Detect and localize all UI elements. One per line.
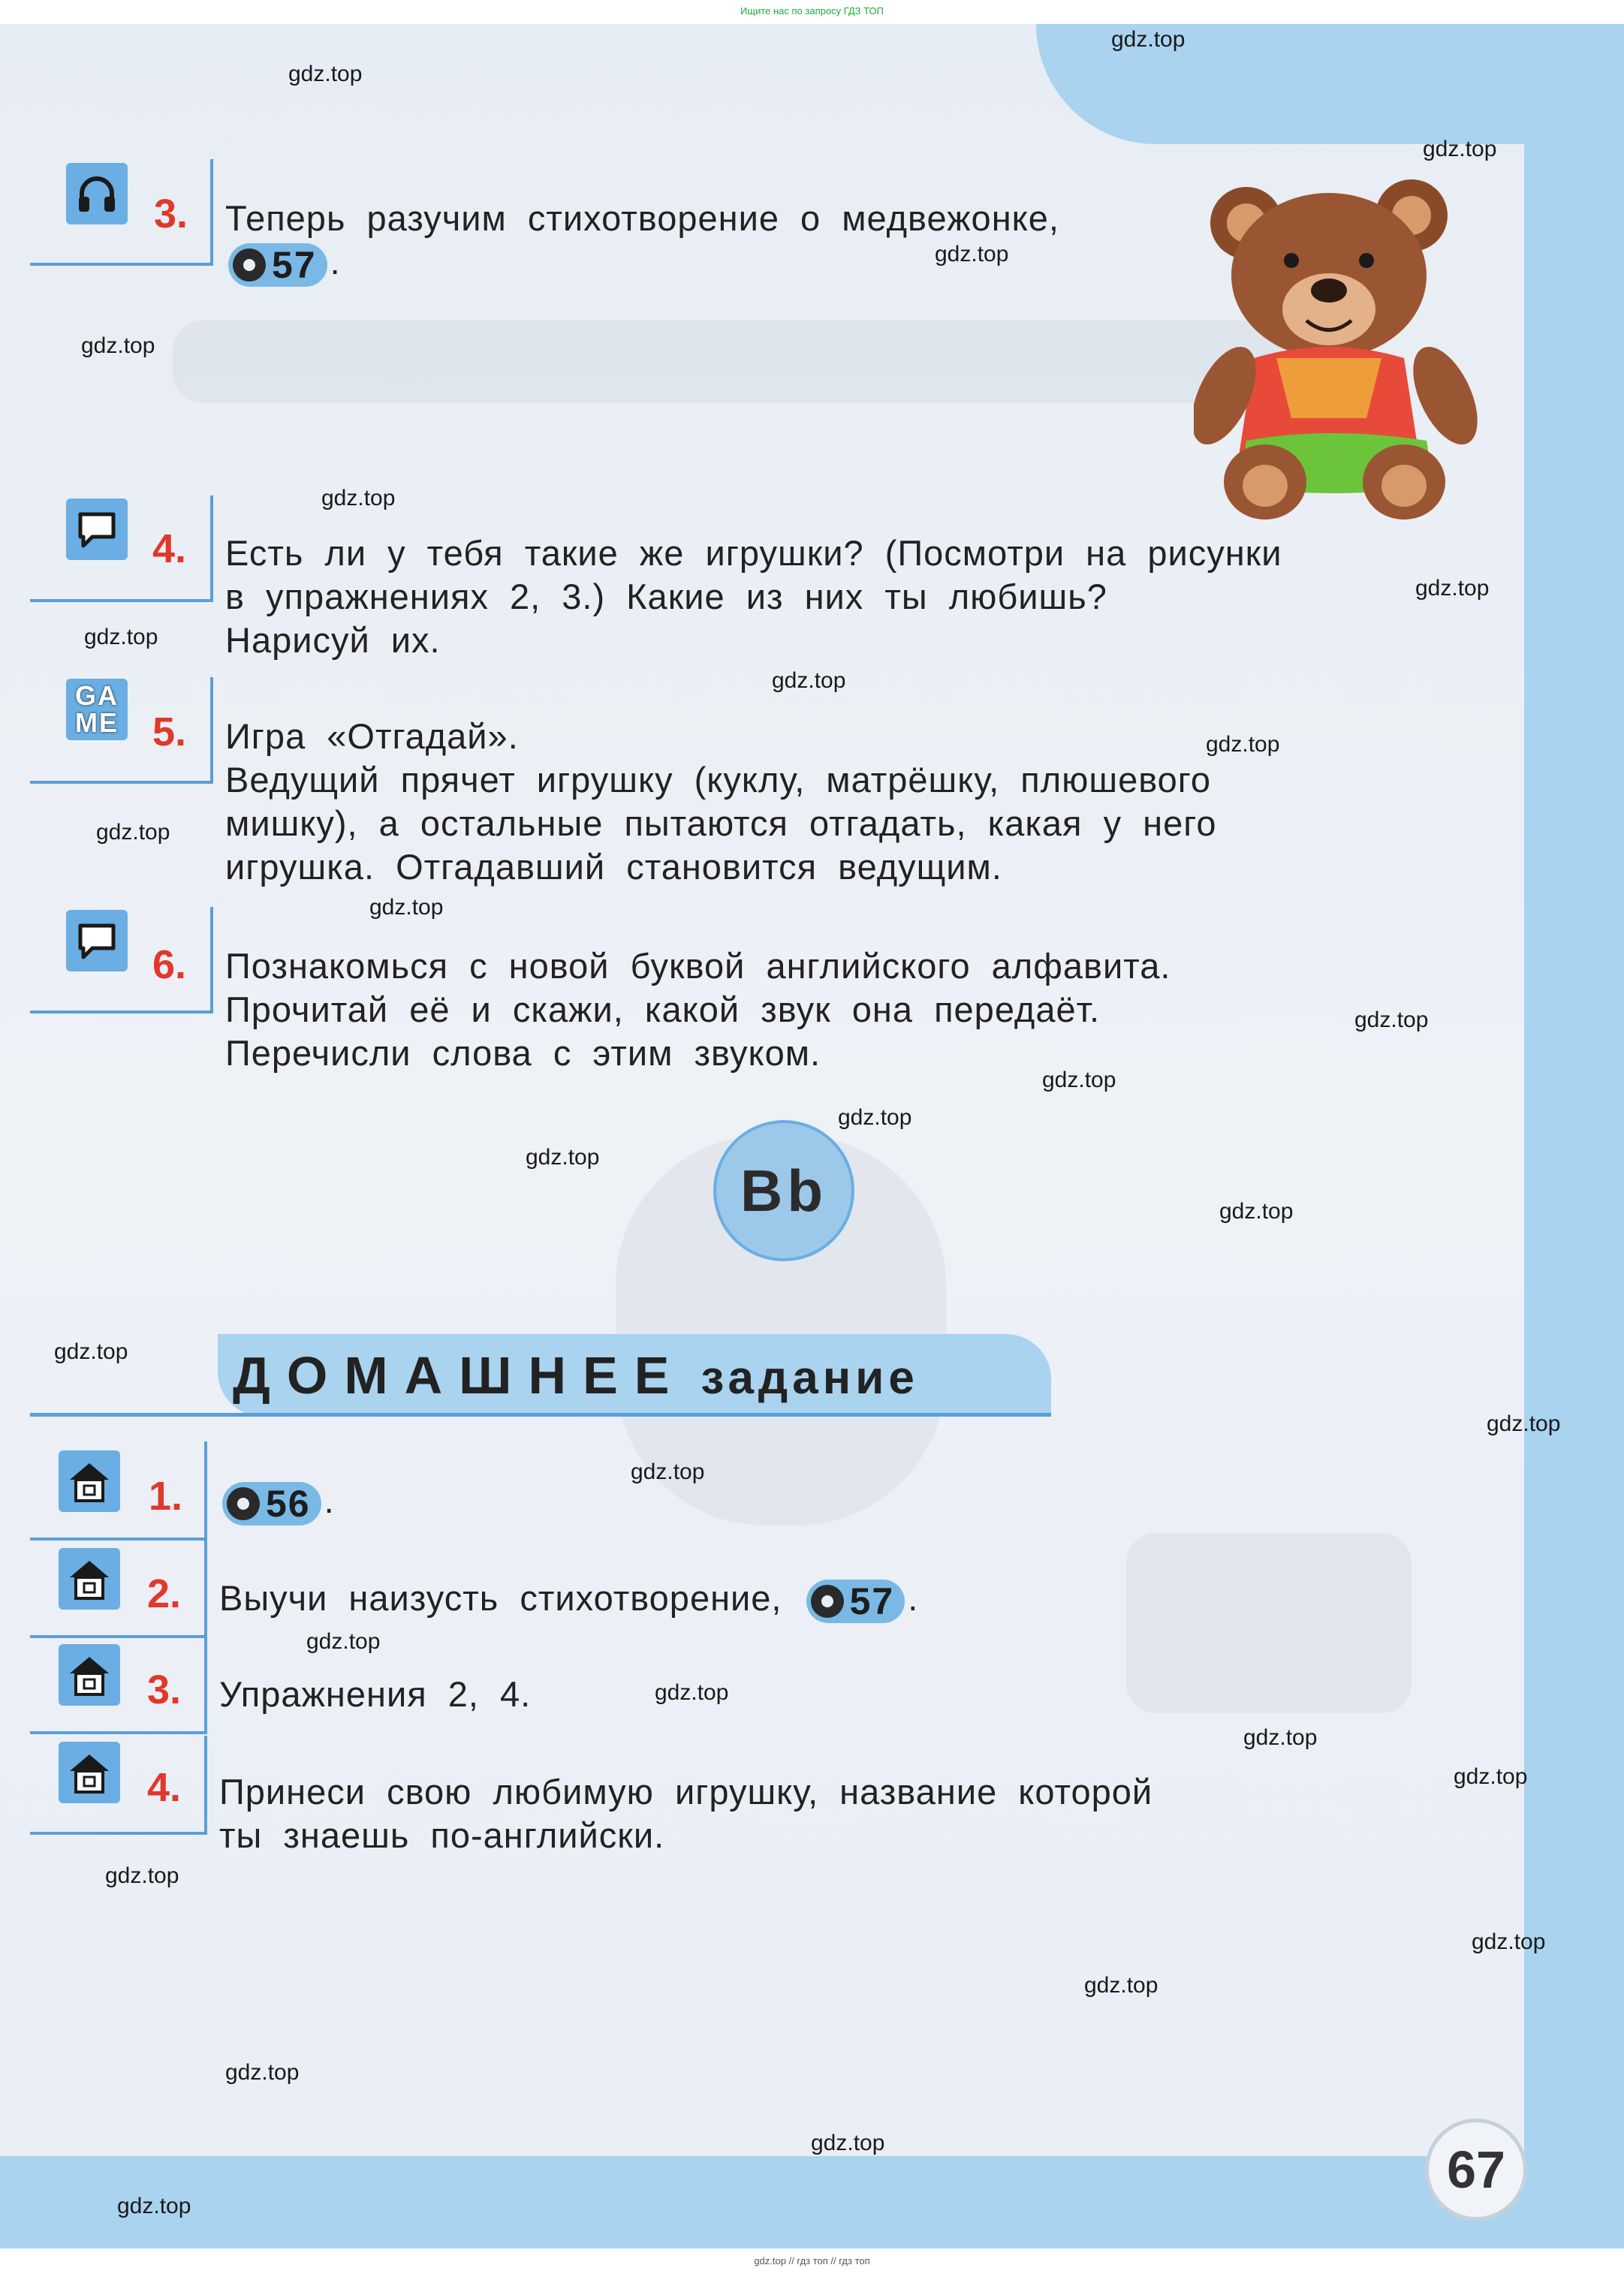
- homework-underline: [30, 1731, 207, 1734]
- exercise-4-text: [225, 532, 1502, 662]
- speech-bubble-icon: [66, 910, 128, 971]
- watermark: gdz.top: [96, 820, 170, 845]
- text-line: Познакомься с новой буквой английского алфавита.: [225, 946, 1171, 986]
- homework-banner-underline: [30, 1413, 1051, 1417]
- audio-track-badge: [806, 1580, 905, 1623]
- exercise-divider: [210, 677, 213, 782]
- homework-divider: [204, 1638, 207, 1733]
- exercise-6-text: [225, 944, 1502, 1075]
- text-line: Принеси свою любимую игрушку, название которой: [219, 1772, 1153, 1812]
- audio-track-badge: [228, 243, 327, 287]
- audio-track-number: 56: [266, 1482, 311, 1525]
- exercise-underline: [30, 781, 213, 784]
- house-icon: [59, 1742, 120, 1803]
- house-icon: [59, 1450, 120, 1512]
- homework-2-instruction: Выучи наизусть стихотворение,: [219, 1578, 782, 1618]
- house-icon: [59, 1548, 120, 1610]
- homework-underline: [30, 1832, 207, 1835]
- watermark: gdz.top: [81, 333, 155, 358]
- text-line: игрушка. Отгадавший становится ведущим.: [225, 847, 1002, 887]
- exercise-divider: [210, 495, 213, 601]
- exercise-underline: [30, 1010, 213, 1014]
- watermark: gdz.top: [288, 62, 363, 86]
- text-line: Есть ли у тебя такие же игрушки? (Посмотри на рисунки: [225, 533, 1282, 573]
- exercise-number: 5.: [152, 709, 187, 754]
- exercise-number: 6.: [152, 942, 187, 987]
- exercise-divider: [210, 159, 213, 264]
- watermark: gdz.top: [631, 1459, 705, 1484]
- cd-icon: [227, 1487, 260, 1520]
- homework-title-sub: задание: [701, 1352, 919, 1404]
- text-line: ты знаешь по-английски.: [219, 1815, 665, 1855]
- alphabet-letter-badge: Bb: [713, 1120, 854, 1261]
- text-line: Ведущий прячет игрушку (куклу, матрёшку, плюшевого: [225, 760, 1212, 800]
- watermark: gdz.top: [84, 625, 158, 649]
- exercise-3-text: [225, 197, 1201, 287]
- exercise-5-text: [225, 715, 1502, 889]
- homework-1-text: [219, 1479, 1345, 1526]
- homework-divider: [204, 1441, 207, 1539]
- watermark: gdz.top: [1084, 1973, 1158, 1998]
- watermark: gdz.top: [935, 242, 1009, 267]
- homework-1-end: .: [324, 1480, 335, 1520]
- watermark: gdz.top: [838, 1105, 912, 1130]
- homework-number: 1.: [149, 1474, 183, 1519]
- homework-underline: [30, 1538, 207, 1541]
- homework-2-end: .: [908, 1578, 919, 1618]
- exercise-underline: [30, 263, 213, 266]
- header-note: Ищите нас по запросу ГДЗ ТОП: [740, 5, 884, 17]
- exercise-number: 4.: [152, 526, 187, 571]
- watermark: gdz.top: [1423, 137, 1497, 161]
- watermark: gdz.top: [1415, 576, 1490, 601]
- exercise-3-end: .: [330, 242, 341, 282]
- homework-title: [233, 1345, 919, 1405]
- footer-note: gdz.top // гдз топ // гдз топ: [754, 2255, 870, 2266]
- exercise-underline: [30, 599, 213, 602]
- watermark: gdz.top: [1219, 1199, 1294, 1224]
- watermark: gdz.top: [811, 2131, 885, 2155]
- watermark: gdz.top: [306, 1629, 381, 1654]
- watermark: gdz.top: [655, 1680, 729, 1705]
- page-frame-bottom: [0, 2156, 1624, 2248]
- page-number: 67: [1425, 2119, 1527, 2221]
- homework-title-main: ДОМАШНЕЕ: [233, 1346, 686, 1405]
- watermark: gdz.top: [117, 2194, 191, 2218]
- homework-4-text: [219, 1770, 1496, 1857]
- homework-2-text: [219, 1577, 1421, 1623]
- watermark: gdz.top: [1354, 1007, 1429, 1032]
- audio-track-number: 57: [272, 243, 317, 286]
- watermark: gdz.top: [54, 1339, 128, 1364]
- homework-number: 4.: [147, 1765, 182, 1810]
- watermark: gdz.top: [1042, 1068, 1116, 1092]
- text-line: Игра «Отгадай».: [225, 716, 519, 756]
- speech-bubble-icon: [66, 498, 128, 560]
- watermark: gdz.top: [369, 895, 444, 920]
- game-icon-text-top: GA: [75, 680, 119, 711]
- watermark: gdz.top: [1206, 732, 1280, 757]
- text-line: в упражнениях 2, 3.) Какие из них ты любишь?: [225, 577, 1107, 616]
- audio-track-number: 57: [849, 1580, 895, 1622]
- exercise-number: 3.: [154, 191, 188, 236]
- watermark: gdz.top: [321, 486, 396, 511]
- watermark: gdz.top: [105, 1863, 179, 1888]
- homework-underline: [30, 1635, 207, 1638]
- homework-3-text: Упражнения 2, 4.: [219, 1674, 532, 1714]
- game-icon: [66, 679, 128, 740]
- text-line: Прочитай её и скажи, какой звук она передаёт.: [225, 989, 1100, 1029]
- audio-track-badge: [222, 1482, 321, 1526]
- teddy-bear-illustration: [1194, 170, 1479, 523]
- page-frame-right: [1524, 24, 1624, 2248]
- watermark: gdz.top: [1454, 1764, 1528, 1789]
- watermark: gdz.top: [1487, 1411, 1561, 1436]
- exercise-3-instruction: Теперь разучим стихотворение о медвежонке,: [225, 198, 1059, 238]
- text-line: мишку), а остальные пытаются отгадать, какая у него: [225, 803, 1217, 843]
- homework-number: 3.: [147, 1667, 182, 1712]
- watermark: gdz.top: [225, 2060, 300, 2085]
- headphones-icon: [66, 163, 128, 224]
- watermark: gdz.top: [772, 668, 846, 693]
- homework-divider: [204, 1541, 207, 1637]
- text-line: Перечисли слова с этим звуком.: [225, 1033, 821, 1073]
- textbook-page: [0, 24, 1624, 2248]
- cd-icon: [811, 1585, 844, 1618]
- text-line: Нарисуй их.: [225, 620, 441, 660]
- bleed-through-banner: [173, 321, 1299, 403]
- homework-number: 2.: [147, 1571, 182, 1616]
- watermark: gdz.top: [526, 1145, 600, 1170]
- game-icon-text-bottom: ME: [75, 707, 119, 738]
- cd-icon: [233, 248, 266, 282]
- house-icon: [59, 1644, 120, 1706]
- watermark: gdz.top: [1472, 1929, 1546, 1954]
- watermark: gdz.top: [1243, 1725, 1318, 1750]
- homework-divider: [204, 1736, 207, 1833]
- watermark: gdz.top: [1111, 27, 1186, 52]
- exercise-divider: [210, 907, 213, 1012]
